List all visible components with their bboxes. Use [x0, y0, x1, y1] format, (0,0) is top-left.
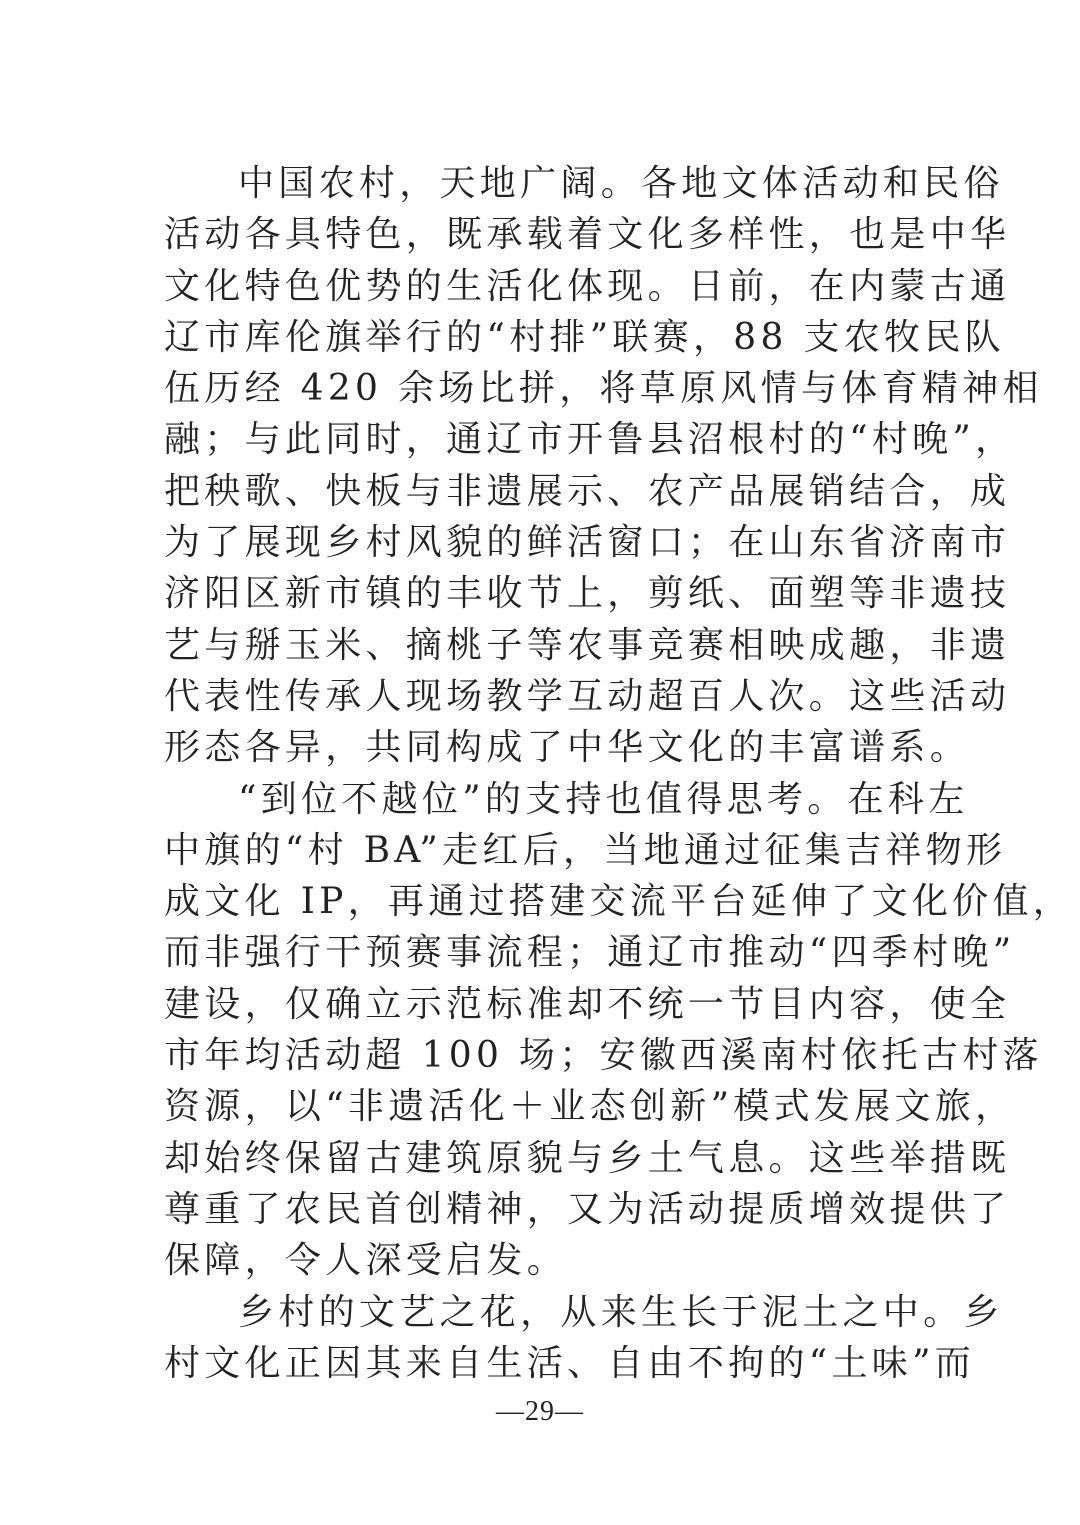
paragraph-1-line-4: 辽市库伦旗举行的“村排”联赛，88 支农牧民队 [164, 316, 1005, 358]
paragraph-2-line-7: 资源，以“非遗活化＋业态创新”模式发展文旅， [164, 1086, 1016, 1128]
paragraph-1-line-6: 融；与此同时，通辽市开鲁县沼根村的“村晚”， [164, 419, 1016, 461]
paragraph-3-line-2: 村文化正因其来自生活、自由不拘的“土味”而 [164, 1342, 976, 1384]
page-number: —29— [496, 1396, 584, 1427]
paragraph-2-line-9: 尊重了农民首创精神，又为活动提质增效提供了 [164, 1188, 1011, 1230]
paragraph-1-line-1: 中国农村，天地广阔。各地文体活动和民俗 [238, 163, 1004, 204]
paragraph-2-line-3: 成文化 IP，再通过搭建交流平台延伸了文化价值， [164, 881, 1074, 923]
paragraph-2-line-4: 而非强行干预赛事流程；通辽市推动“四季村晚” [164, 932, 1016, 974]
paragraph-1-line-2: 活动各具特色，既承载着文化多样性，也是中华 [164, 214, 1011, 256]
paragraph-1-line-12: 形态各异，共同构成了中华文化的丰富谱系。 [164, 727, 971, 769]
paragraph-2-line-10: 保障，令人深受启发。 [164, 1240, 568, 1282]
paragraph-1-line-8: 为了展现乡村风貌的鲜活窗口；在山东省济南市 [164, 522, 1011, 564]
paragraph-2-line-2: 中旗的“村 BA”走红后，当地通过征集吉祥物形 [164, 829, 1007, 871]
paragraph-1-line-9: 济阳区新市镇的丰收节上，剪纸、面塑等非遗技 [164, 573, 1011, 615]
paragraph-1-line-11: 代表性传承人现场教学互动超百人次。这些活动 [164, 675, 1011, 717]
paragraph-1-line-10: 艺与掰玉米、摘桃子等农事竞赛相映成趣，非遗 [164, 624, 1011, 666]
paragraph-2-line-5: 建设，仅确立示范标准却不统一节目内容，使全 [164, 983, 1011, 1025]
paragraph-2-line-1: “到位不越位”的支持也值得思考。在科左 [238, 778, 969, 820]
paragraph-1-line-7: 把秧歌、快板与非遗展示、农产品展销结合，成 [164, 470, 1011, 512]
paragraph-2-line-6: 市年均活动超 100 场；安徽西溪南村依托古村落 [164, 1035, 1043, 1077]
paragraph-1-line-5: 伍历经 420 余场比拼，将草原风情与体育精神相 [164, 368, 1043, 410]
paragraph-3-line-1: 乡村的文艺之花，从来生长于泥土之中。乡 [238, 1291, 1004, 1333]
paragraph-2-line-8: 却始终保留古建筑原貌与乡土气息。这些举措既 [164, 1137, 1011, 1179]
paragraph-1-line-3: 文化特色优势的生活化体现。日前，在内蒙古通 [164, 265, 1011, 307]
body-text [164, 158, 1074, 1389]
